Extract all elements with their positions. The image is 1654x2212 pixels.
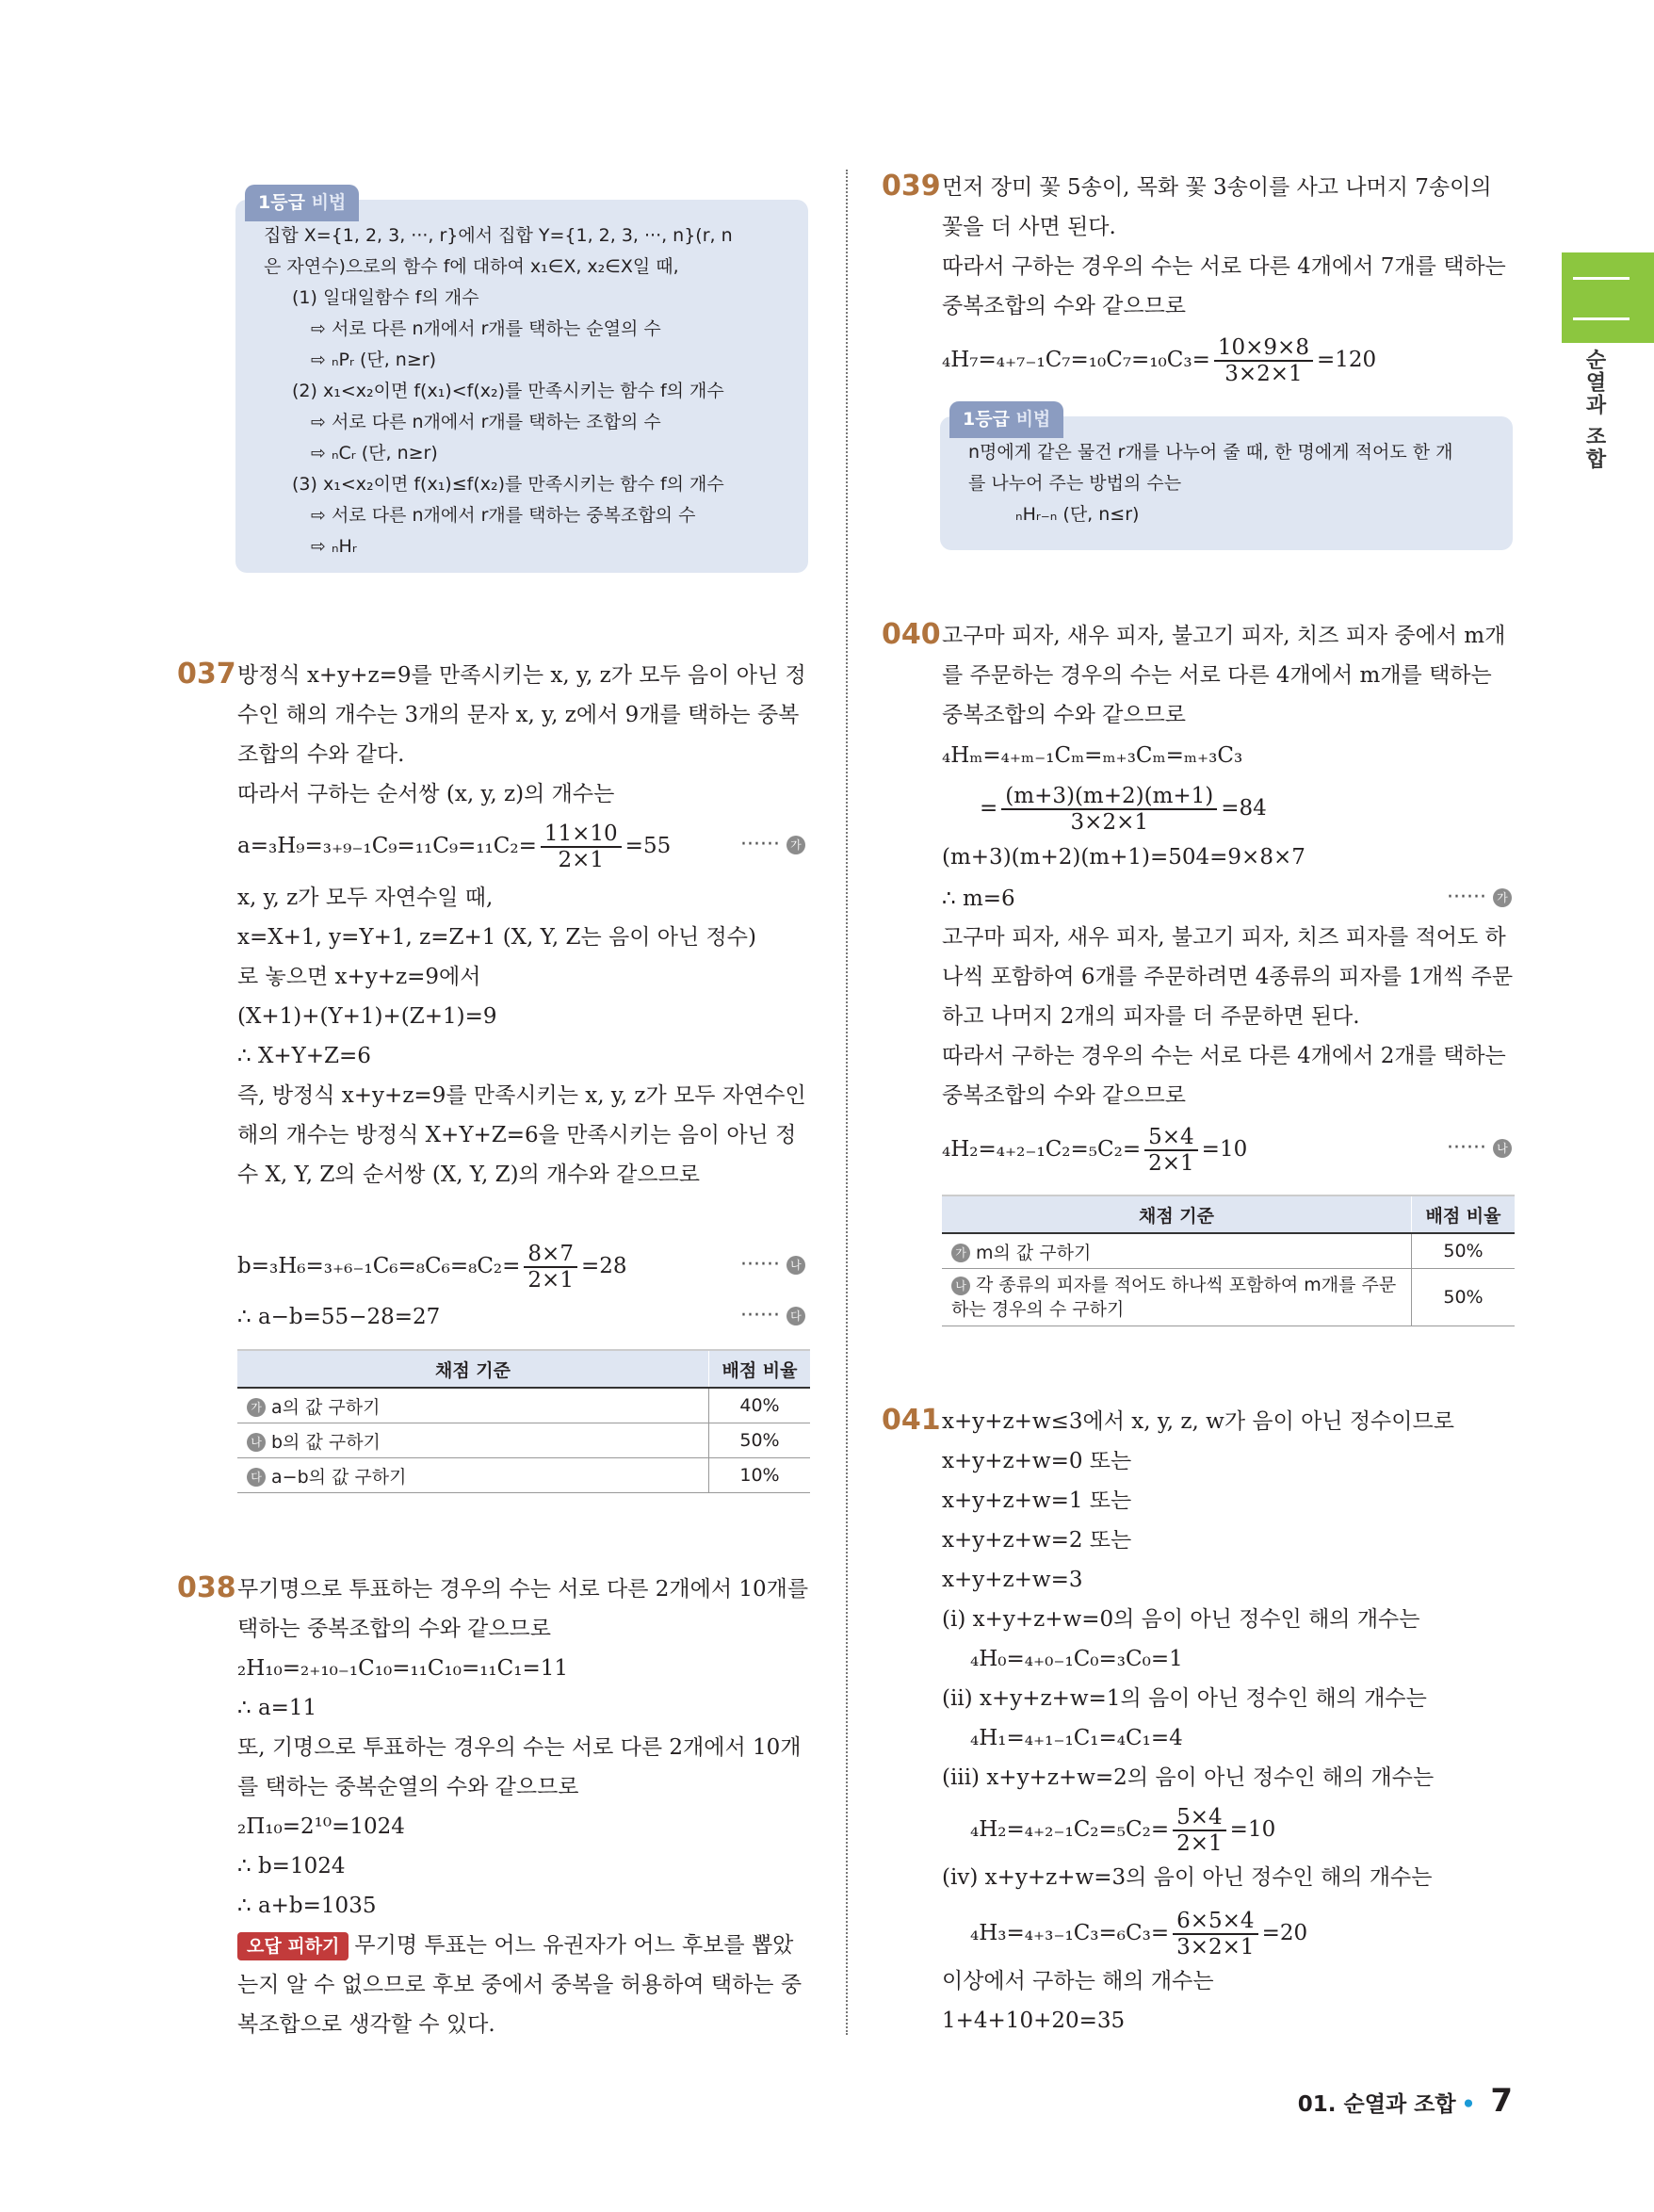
tip-line: ⇨ 서로 다른 n개에서 r개를 택하는 조합의 수 (311, 412, 661, 432)
tip-badge: 1등급 비법 (245, 185, 359, 221)
page-number: 7 (1490, 2082, 1513, 2120)
equation: ∴ m=6 (942, 886, 1015, 911)
solution-text: 고구마 피자, 새우 피자, 불고기 피자, 치즈 피자를 적어도 하나씩 포함하여 6개를 주문하려면 4종류의 피자를 1개씩 주문하고 나머지 2개의 피자를 더 주문하면 된다. 따라서 구하는 경우의 수는 서로 다른 4개에서 2개를 택하는 중복조합의 수와 같으므로 (942, 925, 1514, 1108)
tip-line: ⇨ ₙPᵣ (단, n≥r) (311, 350, 436, 370)
solution-text: (ⅳ) x+y+z+w=3의 음이 아닌 정수인 해의 개수는 (942, 1865, 1433, 1890)
table-row: 다 a−b의 값 구하기 10% (237, 1458, 810, 1493)
grading-table: 채점 기준 배점 비율 가 m의 값 구하기 50% 나 각 종류의 피자를 적어도 하나씩 포함하여 m개를 주문하는 경우의 수 구하기 50% (942, 1195, 1515, 1326)
step-marker: ······ 가 (740, 833, 805, 856)
chapter-tab (1562, 252, 1654, 343)
grading-table: 채점 기준 배점 비율 가 a의 값 구하기 40% 나 b의 값 구하기 50% 다 a−b의 값 구하기 10% (237, 1349, 810, 1493)
tip-line: ₙHᵣ₋ₙ (단, n≤r) (1015, 504, 1140, 525)
equation: = $\frac{(m+3)(m+2)(m+1)}{3\times 2\times 1}$ =84 (980, 784, 1267, 835)
step-marker: ······ 다 (740, 1304, 805, 1327)
table-row: 가 m의 값 구하기 50% (942, 1233, 1515, 1269)
warning-badge: 오답 피하기 (237, 1932, 349, 1960)
tip-box-1 (235, 192, 808, 573)
solution-text: 먼저 장미 꽃 5송이, 목화 꽃 3송이를 사고 나머지 7송이의 꽃을 더 사면 된다. 따라서 구하는 경우의 수는 서로 다른 4개에서 7개를 택하는 중복조합의 수와 같으므로 (942, 175, 1506, 318)
chapter-tab-icon (1573, 277, 1630, 320)
table-row: 가 a의 값 구하기 40% (237, 1388, 810, 1423)
tip-line: ⇨ 서로 다른 n개에서 r개를 택하는 중복조합의 수 (311, 505, 696, 526)
equation: ₄H₇=₄₊₇₋₁C₇=₁₀C₇=₁₀C₃= $\frac{10\times 9\times 8}{3\times 2\times 1}$ =120 (942, 335, 1377, 386)
problem-number: 037 (177, 658, 236, 691)
tip-line: 를 나누어 주는 방법의 수는 (968, 473, 1182, 494)
tip-line: 은 자연수)으로의 함수 f에 대하여 x₁∈X, x₂∈X일 때, (264, 256, 679, 277)
solution-text: x, y, z가 모두 자연수일 때, x=X+1, y=Y+1, z=Z+1 (X, Y, Z는 음이 아닌 정수) 로 놓으면 x+y+z=9에서 (X+1)+(Y+1)+(Z+1)=9 ∴ X+Y+Z=6 즉, 방정식 x+y+z=9를 만족시키는 x, y, z가 모두 자연수인 해의 개수는 방정식 X+Y+Z=6을 만족시키는 음이 아닌 정수 X, Y, Z의 순서쌍 (X, Y, Z)의 개수와 같으므로 (237, 886, 806, 1187)
tip-box-2 (940, 409, 1513, 550)
solution-text: 방정식 x+y+z=9를 만족시키는 x, y, z가 모두 음이 아닌 정수인 해의 개수는 3개의 문자 x, y, z에서 9개를 택하는 중복조합의 수와 같다. 따라서 구하는 순서쌍 (x, y, z)의 개수는 (237, 663, 806, 806)
chapter-tab-label: 순열과 조합 (1582, 349, 1606, 471)
page-footer: 01. 순열과 조합 • 7 (1297, 2082, 1513, 2120)
solution-text: 무기명으로 투표하는 경우의 수는 서로 다른 2개에서 10개를 택하는 중복조합의 수와 같으므로 ₂H₁₀=₂₊₁₀₋₁C₁₀=₁₁C₁₀=₁₁C₁=11 ∴ a=11 또, 기명으로 투표하는 경우의 수는 서로 다른 2개에서 10개를 택하는 중복순열의 수와 같으므로 ₂Π₁₀=2¹⁰=1024 ∴ b=1024 ∴ a+b=1035 오답 피하기 무기명 투표는 어느 유권자가 어느 후보를 뽑았는지 알 수 없으므로 후보 중에서 중복을 허용하여 택하는 중복조합으로 생각할 수 있다. (237, 1577, 809, 2037)
equation: ₄H₃=₄₊₃₋₁C₃=₆C₃= $\frac{6\times 5\times 4}{3\times 2\times 1}$ =20 (970, 1909, 1308, 1960)
chapter-title: 01. 순열과 조합 (1297, 2092, 1456, 2117)
problem-number: 041 (882, 1404, 941, 1437)
equation-a: a=₃H₉=₃₊₉₋₁C₉=₁₁C₉=₁₁C₂= $\frac{11\times 10}{2\times 1}$ =55 (237, 821, 672, 872)
step-marker: ······ 가 (1447, 886, 1512, 909)
equation-b: b=₃H₆=₃₊₆₋₁C₆=₈C₆=₈C₂= $\frac{8\times 7}{2\times 1}$ =28 (237, 1242, 627, 1293)
tip-line: (2) x₁<x₂이면 f(x₁)<f(x₂)를 만족시키는 함수 f의 개수 (292, 381, 724, 401)
equation-c: ∴ a−b=55−28=27 (237, 1305, 441, 1329)
solution-text: 고구마 피자, 새우 피자, 불고기 피자, 치즈 피자 중에서 m개를 주문하는 경우의 수는 서로 다른 4개에서 m개를 택하는 중복조합의 수와 같으므로 (942, 624, 1506, 727)
tip-line: ⇨ ₙHᵣ (311, 536, 357, 557)
problem-number: 039 (882, 170, 941, 203)
equation: ₄H₂=₄₊₂₋₁C₂=₅C₂= $\frac{5\times 4}{2\times 1}$ =10 (970, 1805, 1276, 1856)
problem-number: 038 (177, 1571, 236, 1604)
table-row: 나 각 종류의 피자를 적어도 하나씩 포함하여 m개를 주문하는 경우의 수 구하기 50% (942, 1269, 1515, 1326)
tip-line: (1) 일대일함수 f의 개수 (292, 287, 479, 308)
table-row: 나 b의 값 구하기 50% (237, 1423, 810, 1458)
equation: (m+3)(m+2)(m+1)=504=9×8×7 (942, 845, 1305, 870)
step-marker: ······ 나 (740, 1253, 805, 1277)
tip-line: ⇨ 서로 다른 n개에서 r개를 택하는 순열의 수 (311, 318, 661, 339)
problem-number: 040 (882, 618, 941, 651)
step-marker: ······ 나 (1447, 1136, 1512, 1160)
equation: ₄Hₘ=₄₊ₘ₋₁Cₘ=ₘ₊₃Cₘ=ₘ₊₃C₃ (942, 743, 1243, 768)
tip-line: ⇨ ₙCᵣ (단, n≥r) (311, 443, 438, 464)
tip-line: (3) x₁<x₂이면 f(x₁)≤f(x₂)를 만족시키는 함수 f의 개수 (292, 474, 724, 495)
tip-line: n명에게 같은 물건 r개를 나누어 줄 때, 한 명에게 적어도 한 개 (968, 442, 1453, 463)
solution-text: 이상에서 구하는 해의 개수는 1+4+10+20=35 (942, 1969, 1214, 2033)
solution-text: x+y+z+w≤3에서 x, y, z, w가 음이 아닌 정수이므로 x+y+z+w=0 또는 x+y+z+w=1 또는 x+y+z+w=2 또는 x+y+z+w=3 (ⅰ) x+y+z+w=0의 음이 아닌 정수인 해의 개수는 ₄H₀=₄₊₀₋₁C₀=₃C₀=1 (ⅱ) x+y+z+w=1의 음이 아닌 정수인 해의 개수는 ₄H₁=₄₊₁₋₁C₁=₄C₁=4 (ⅲ) x+y+z+w=2의 음이 아닌 정수인 해의 개수는 (942, 1409, 1454, 1790)
tip-badge: 1등급 비법 (949, 401, 1063, 438)
tip-line: 집합 X={1, 2, 3, ···, r}에서 집합 Y={1, 2, 3, ···, n}(r, n (264, 225, 733, 246)
column-divider (846, 170, 848, 2035)
equation: ₄H₂=₄₊₂₋₁C₂=₅C₂= $\frac{5\times 4}{2\times 1}$ =10 (942, 1125, 1248, 1176)
